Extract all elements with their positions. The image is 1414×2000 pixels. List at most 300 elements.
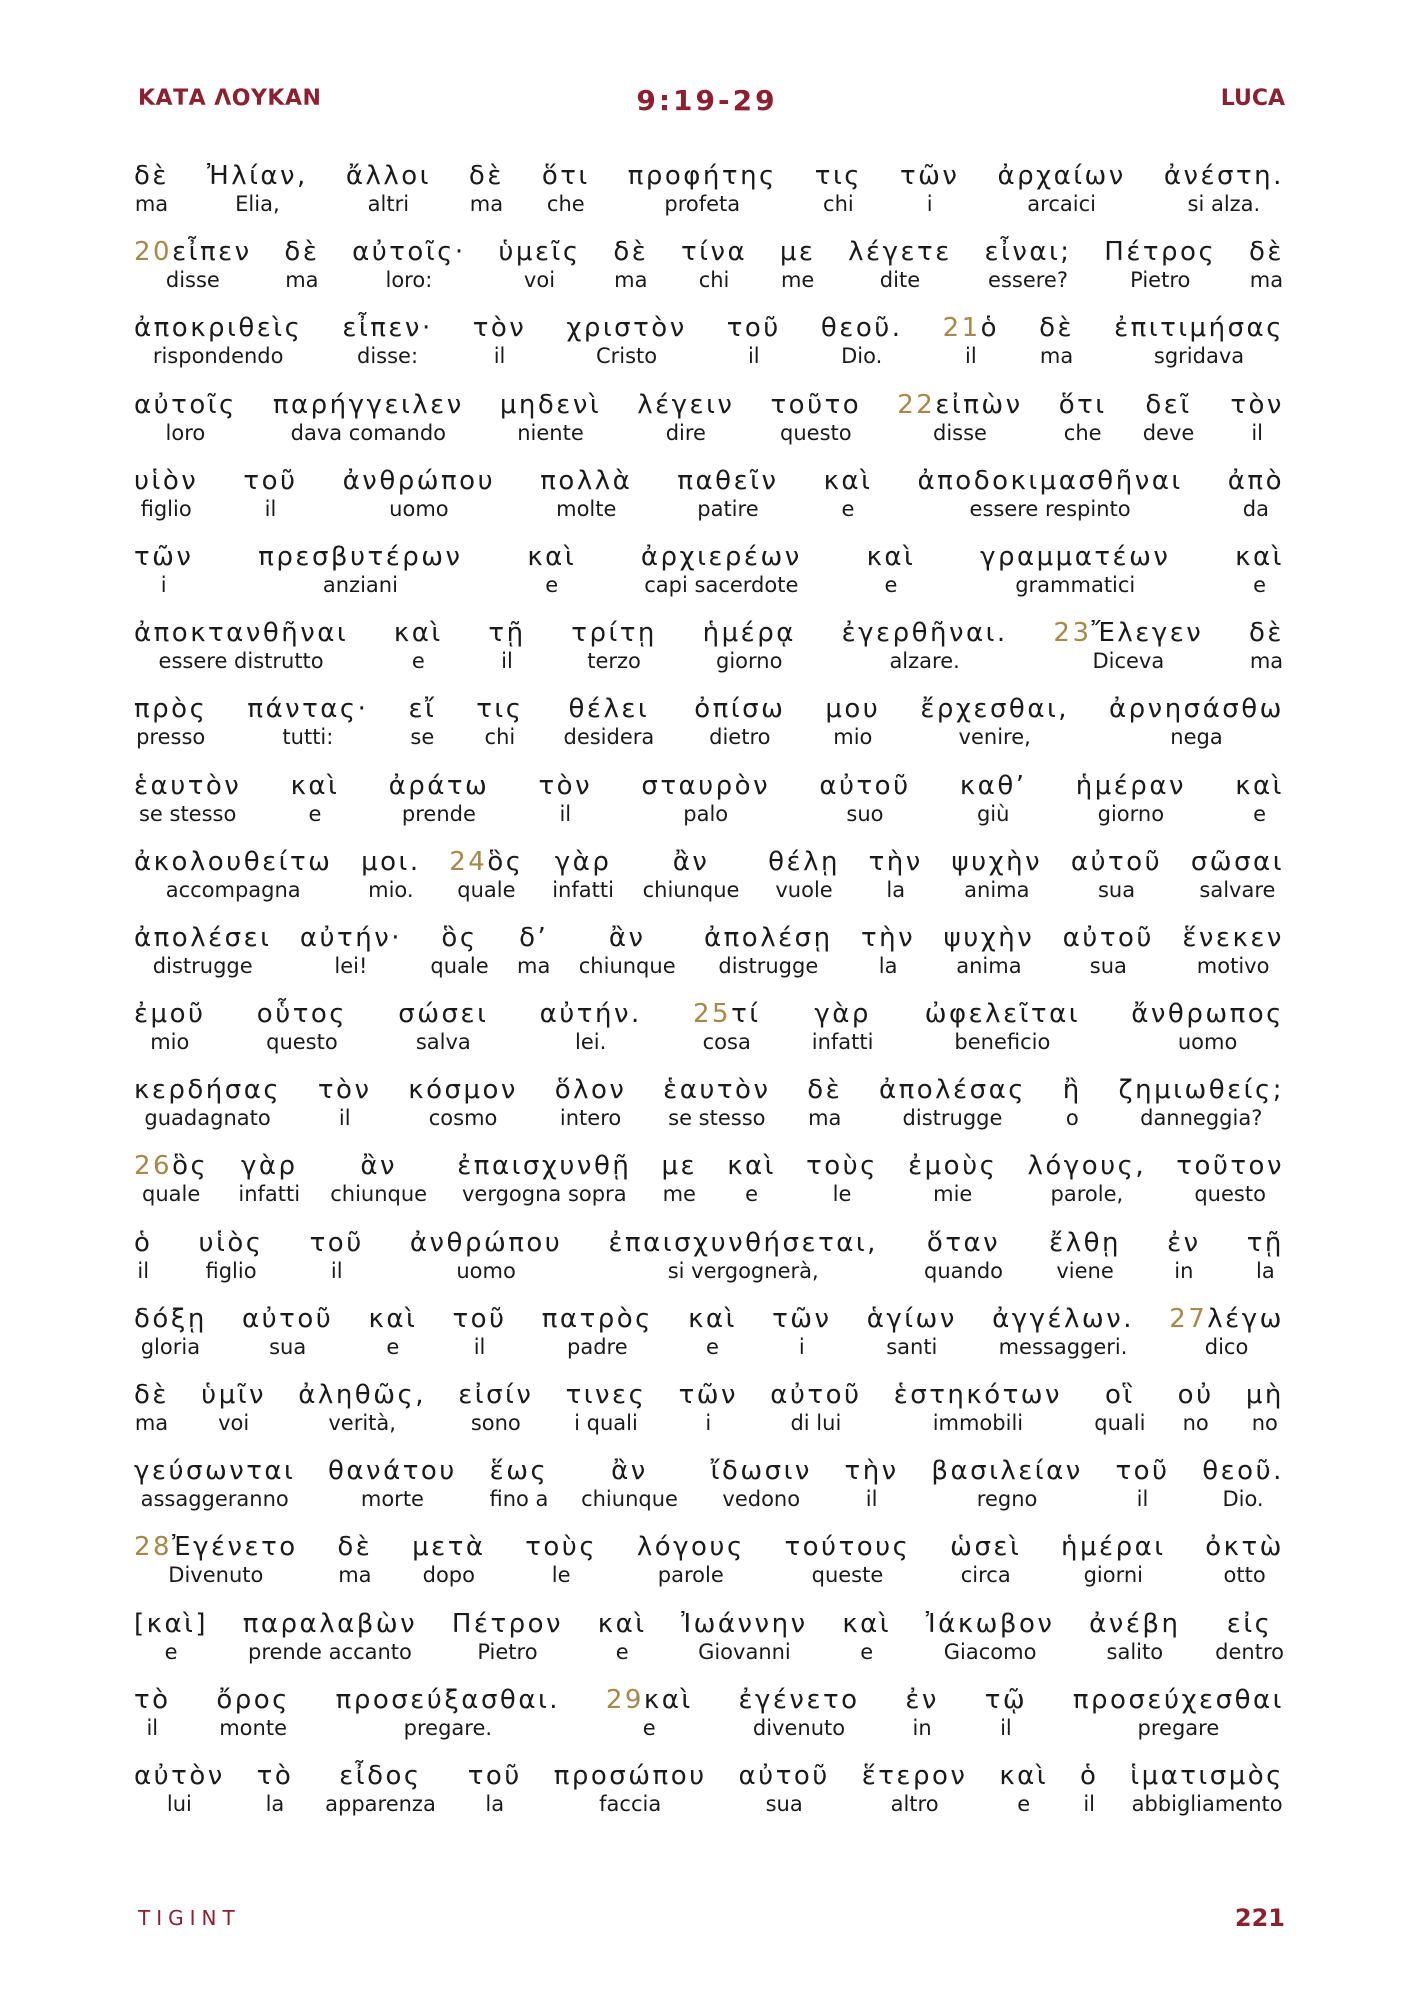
italian-gloss: nega [1170, 725, 1223, 750]
greek-text: ἐγένετο [738, 1684, 860, 1715]
greek-text: ὑμεῖς [498, 237, 581, 268]
word-pair [1191, 846, 1284, 902]
italian-gloss: ma [517, 953, 551, 978]
greek-word [291, 770, 340, 802]
greek-text: καὶ [866, 541, 916, 572]
word-pair [999, 1760, 1048, 1816]
word-pair [862, 1760, 968, 1816]
word-pair [134, 312, 302, 368]
greek-word [542, 1303, 653, 1335]
greek-text: πρὸς [134, 694, 208, 725]
word-pair [566, 312, 686, 368]
greek-text: ἐπαισχυνθῇ [457, 1151, 632, 1182]
greek-text: τῶν [900, 161, 960, 191]
italian-gloss: questo [1194, 1182, 1266, 1207]
interlinear-text [134, 160, 1284, 1836]
greek-word [628, 160, 777, 192]
greek-text: τῇ [488, 618, 526, 649]
italian-gloss: vedono [722, 1487, 801, 1512]
greek-text: παραλαβὼν [242, 1608, 418, 1639]
greek-word [369, 1303, 418, 1335]
italian-gloss: regno [976, 1487, 1038, 1512]
word-pair [343, 465, 495, 521]
italian-gloss: grammatici [1015, 572, 1136, 597]
greek-word [134, 770, 241, 802]
greek-text: τὴν [868, 846, 923, 877]
greek-text: τοῦ [309, 1227, 364, 1258]
greek-text: εἶπεν· [342, 313, 433, 344]
greek-text: αὐτοῖς [134, 389, 237, 420]
italian-gloss: e [745, 1182, 759, 1207]
greek-word [861, 922, 915, 954]
greek-text: δὲ [1248, 237, 1284, 268]
italian-gloss: chiunque [581, 1487, 678, 1512]
greek-word [679, 1379, 738, 1411]
italian-gloss: me [780, 268, 815, 293]
word-pair [821, 312, 903, 368]
word-pair [330, 1150, 427, 1206]
word-pair [517, 922, 550, 978]
word-pair [458, 1379, 533, 1435]
word-pair [134, 1303, 207, 1359]
italian-gloss: distrugge [718, 953, 819, 978]
word-pair [563, 693, 654, 749]
italian-gloss: capi sacerdote [644, 572, 799, 597]
greek-text: τῷ [984, 1684, 1028, 1715]
verse-number: 21 [942, 313, 981, 344]
word-pair [806, 1150, 878, 1206]
word-pair [1114, 312, 1284, 368]
italian-gloss: ma [285, 268, 319, 293]
word-pair [606, 1684, 693, 1740]
word-pair [1235, 770, 1284, 826]
greek-word [960, 770, 1027, 802]
word-pair [1109, 693, 1284, 749]
greek-text: ἑαυτὸν [134, 770, 242, 801]
italian-gloss: la [1255, 1258, 1275, 1283]
verse-number: 29 [605, 1684, 644, 1715]
greek-text: τίνα [681, 237, 748, 268]
italian-gloss: chiunque [642, 877, 740, 902]
word-pair [985, 1684, 1027, 1740]
greek-text: γραμματέων [980, 541, 1171, 572]
greek-word [1053, 617, 1203, 649]
greek-text: τὴν [861, 922, 916, 953]
italian-gloss: giorno [1097, 801, 1165, 826]
greek-text: ἁγίων [866, 1303, 957, 1334]
verse-number: 28 [134, 1532, 173, 1563]
word-pair [1230, 389, 1284, 445]
italian-gloss: il [1136, 1487, 1149, 1512]
word-pair [926, 1608, 1055, 1664]
greek-word [134, 160, 169, 192]
word-pair [457, 1150, 631, 1206]
greek-text: θέλει [568, 694, 650, 725]
greek-text: ἐμοῦ [134, 999, 206, 1030]
greek-text: κερδήσας [134, 1075, 282, 1106]
word-pair [325, 1760, 436, 1816]
italian-gloss: prende accanto [248, 1639, 412, 1664]
word-pair [1028, 1150, 1147, 1206]
greek-text: θεοῦ. [820, 313, 903, 344]
greek-word [352, 236, 466, 268]
italian-gloss: uomo [389, 496, 449, 521]
word-pair [398, 998, 488, 1054]
greek-word [408, 1074, 518, 1106]
greek-word [134, 312, 302, 344]
interlinear-row [134, 1379, 1284, 1455]
word-pair [134, 1684, 171, 1740]
greek-text: γεύσωνται [134, 1456, 296, 1487]
word-pair [539, 770, 593, 826]
word-pair [542, 1303, 653, 1359]
greek-word [488, 617, 525, 649]
greek-text: δεῖ [1145, 389, 1192, 420]
italian-gloss: giorno [716, 649, 783, 674]
greek-word [894, 1379, 1062, 1411]
italian-gloss: e [642, 1715, 656, 1740]
greek-text: δὲ [134, 1380, 169, 1410]
word-pair [134, 1760, 225, 1816]
word-pair [258, 541, 462, 597]
greek-word [661, 1150, 697, 1182]
italian-gloss: terzo [587, 649, 641, 674]
greek-word [1076, 770, 1186, 802]
word-pair [1176, 1150, 1284, 1206]
greek-text: θεοῦ. [1202, 1456, 1284, 1487]
italian-gloss: mio [833, 725, 873, 750]
italian-gloss: monte [219, 1715, 287, 1740]
greek-text: ἐν [905, 1684, 939, 1715]
italian-gloss: ma [469, 192, 504, 216]
italian-gloss: sono [470, 1411, 521, 1435]
greek-text: ἔλθῃ [1049, 1227, 1121, 1258]
italian-gloss: figlio [205, 1258, 257, 1283]
word-pair [807, 1074, 842, 1130]
italian-gloss: disse [932, 420, 987, 445]
greek-text: μου [825, 694, 881, 725]
greek-word [555, 846, 612, 878]
greek-word [398, 998, 488, 1030]
italian-gloss: e [860, 1639, 874, 1664]
greek-text: ὑμῖν [201, 1380, 267, 1410]
page-number: 221 [1234, 1904, 1285, 1932]
word-pair [770, 1379, 861, 1435]
word-pair [1118, 1074, 1284, 1130]
word-pair [897, 389, 1022, 445]
word-pair [944, 922, 1035, 978]
interlinear-row [134, 1227, 1284, 1303]
greek-word [201, 1379, 266, 1411]
italian-gloss: voi [523, 268, 556, 293]
greek-text: λέγω [1207, 1303, 1284, 1334]
greek-text: μὴ [1245, 1380, 1284, 1410]
greek-word [394, 617, 443, 649]
word-pair [784, 1531, 910, 1587]
greek-word [999, 1760, 1048, 1792]
word-pair [768, 846, 840, 902]
italian-gloss: immobili [932, 1411, 1024, 1435]
word-pair [238, 1150, 300, 1206]
italian-gloss: intero [559, 1106, 622, 1131]
word-pair [527, 541, 576, 597]
greek-text: πολλὰ [540, 465, 633, 496]
italian-gloss: e [1253, 801, 1267, 826]
greek-text: ἀπὸ [1227, 465, 1284, 496]
word-pair [825, 693, 880, 749]
greek-text: ἕτερον [861, 1760, 968, 1791]
greek-word [1071, 846, 1162, 878]
word-pair [469, 160, 504, 216]
italian-gloss: la [886, 877, 906, 902]
word-pair [410, 1227, 562, 1283]
italian-gloss: me [662, 1182, 696, 1207]
greek-text: κόσμον [408, 1075, 518, 1106]
greek-word [784, 1531, 910, 1563]
word-pair [257, 1760, 294, 1816]
word-pair [980, 541, 1170, 597]
greek-text: καὶ [823, 465, 873, 496]
word-pair [960, 770, 1027, 826]
italian-gloss: vuole [775, 877, 833, 902]
interlinear-row [134, 465, 1284, 541]
greek-word [566, 312, 686, 344]
greek-text: ἑστηκότων [893, 1380, 1063, 1410]
italian-gloss: Giovanni [698, 1639, 791, 1664]
italian-gloss: altro [890, 1791, 939, 1816]
greek-text: εἶναι; [984, 237, 1072, 268]
greek-text: τοῦ [452, 1303, 507, 1334]
greek-text: λόγους [636, 1532, 745, 1563]
greek-word [1073, 1684, 1284, 1716]
greek-text: δὲ [1039, 313, 1075, 344]
greek-word [677, 465, 778, 497]
italian-gloss: faccia [599, 1791, 662, 1816]
italian-gloss: questo [266, 1030, 338, 1055]
interlinear-row [134, 922, 1284, 998]
greek-word [1049, 1227, 1121, 1259]
greek-text: παρήγγειλεν [272, 389, 464, 420]
greek-text: γὰρ [554, 846, 612, 877]
greek-word [927, 1227, 1000, 1259]
italian-gloss: ma [1249, 649, 1284, 674]
greek-text: ψυχὴν [943, 922, 1035, 953]
word-pair [500, 389, 601, 445]
greek-word [134, 1379, 169, 1411]
word-pair [257, 998, 347, 1054]
italian-gloss: essere distrutto [158, 649, 324, 674]
greek-text: λόγους, [1027, 1151, 1147, 1182]
greek-word [980, 541, 1170, 573]
greek-word [134, 465, 198, 497]
greek-text: ἂν [611, 1456, 648, 1487]
greek-text: δὲ [1249, 618, 1284, 649]
greek-text: λέγετε [848, 237, 952, 268]
greek-word [318, 1074, 372, 1106]
greek-word [1235, 541, 1284, 573]
italian-gloss: dietro [709, 725, 771, 750]
interlinear-row [134, 1455, 1284, 1531]
greek-word [134, 693, 207, 725]
word-pair [842, 617, 1008, 673]
italian-gloss: la [485, 1791, 505, 1816]
italian-gloss: chiunque [578, 953, 676, 978]
greek-text: αὐτὸν [134, 1760, 225, 1791]
word-pair [727, 1150, 776, 1206]
running-head-book: ΚΑΤΑ ΛΟΥΚΑΝ [138, 86, 322, 111]
italian-gloss: i [798, 1334, 805, 1359]
greek-word [1235, 770, 1284, 802]
italian-gloss: dico [1204, 1334, 1249, 1359]
verse-number: 27 [1169, 1303, 1208, 1334]
greek-word [1080, 1760, 1098, 1792]
greek-text: ἀποδοκιμασθῆναι [917, 465, 1183, 496]
greek-text: καθ’ [959, 770, 1027, 801]
italian-gloss: niente [517, 420, 584, 445]
greek-text: τῶν [772, 1303, 832, 1334]
italian-gloss: lui [166, 1791, 192, 1816]
greek-word [498, 236, 580, 268]
italian-gloss: le [551, 1563, 571, 1588]
italian-gloss: e [411, 649, 425, 674]
greek-text: πατρὸς [541, 1303, 653, 1334]
interlinear-row [134, 1303, 1284, 1379]
greek-word [134, 1760, 225, 1792]
italian-gloss: disse [165, 268, 220, 293]
word-pair [608, 1227, 877, 1283]
italian-gloss: Divenuto [168, 1563, 264, 1588]
greek-text: ἀποκτανθῆναι [134, 618, 349, 649]
word-pair [1094, 1379, 1145, 1435]
word-pair [134, 1074, 281, 1130]
word-pair [243, 1608, 417, 1664]
italian-gloss: morte [360, 1487, 424, 1512]
word-pair [134, 922, 271, 978]
italian-gloss: il [330, 1258, 343, 1283]
greek-word [814, 998, 871, 1030]
italian-gloss: il [501, 649, 513, 674]
greek-word [637, 1531, 745, 1563]
greek-word [848, 236, 952, 268]
greek-word [134, 1531, 298, 1563]
italian-gloss: abbigliamento [1131, 1791, 1283, 1816]
italian-gloss: quale [430, 953, 489, 978]
greek-text: σῶσαι [1190, 846, 1284, 877]
greek-text: ὅτι [541, 161, 590, 191]
greek-word [519, 922, 548, 954]
word-pair [468, 1760, 522, 1816]
word-pair [1131, 998, 1284, 1054]
greek-text: ἕως [489, 1456, 549, 1487]
greek-text: βασιλείαν [931, 1456, 1083, 1487]
greek-word [134, 1227, 152, 1259]
word-pair [318, 1074, 372, 1130]
greek-text: εἰς [1226, 1608, 1273, 1639]
italian-gloss: verità, [328, 1411, 396, 1435]
greek-word [806, 1150, 878, 1182]
interlinear-row [134, 541, 1284, 617]
italian-gloss: e [615, 1639, 629, 1664]
greek-text: ἀκολουθείτω [134, 846, 333, 877]
greek-word [609, 922, 646, 954]
italian-gloss: sua [765, 1791, 803, 1816]
greek-word [606, 1684, 693, 1716]
greek-word [704, 922, 833, 954]
interlinear-row [134, 770, 1284, 846]
italian-gloss: disse: [357, 344, 419, 369]
greek-word [134, 617, 348, 649]
italian-gloss: salito [1106, 1639, 1164, 1664]
italian-gloss: il [1251, 420, 1263, 445]
italian-gloss: il [1083, 1791, 1096, 1816]
greek-word [134, 1303, 207, 1335]
greek-text: ἀγγέλων. [992, 1303, 1134, 1334]
italian-gloss: giorni [1083, 1563, 1143, 1588]
greek-text: αὐτοῦ [1070, 846, 1163, 877]
word-pair [727, 312, 781, 368]
italian-gloss: il [264, 496, 277, 521]
italian-gloss: ma [134, 192, 169, 216]
greek-text: ὅταν [926, 1227, 1001, 1258]
greek-word [273, 389, 464, 421]
interlinear-row [134, 389, 1284, 465]
greek-text: καὶ [290, 770, 340, 801]
greek-text: ἀπολέσει [134, 922, 272, 953]
greek-word [950, 1531, 1021, 1563]
greek-word [134, 236, 252, 268]
greek-text: ἱματισμὸς [1130, 1760, 1284, 1791]
greek-word [842, 1608, 891, 1640]
word-pair [361, 846, 421, 902]
greek-word [925, 998, 1080, 1030]
greek-text: δὲ [613, 237, 649, 268]
italian-gloss: o [1065, 1106, 1079, 1131]
word-pair [628, 160, 777, 216]
greek-text: Ἐγένετο [172, 1532, 298, 1563]
italian-gloss: altri [367, 192, 410, 216]
greek-word [554, 1760, 707, 1792]
greek-text: τοῦτο [770, 389, 862, 420]
italian-gloss: e [1017, 1791, 1031, 1816]
greek-text: μηδενὶ [499, 389, 602, 420]
italian-gloss: figlio [140, 496, 192, 521]
word-pair [613, 236, 648, 292]
greek-text: τὸν [317, 1075, 372, 1106]
greek-text: δόξῃ [134, 1303, 207, 1334]
greek-text: δ’ [519, 922, 549, 953]
greek-text: αὐτοῦ [738, 1760, 830, 1791]
greek-word [1130, 1760, 1284, 1792]
greek-word [300, 922, 402, 954]
verse-number: 24 [449, 846, 488, 877]
word-pair [681, 1608, 807, 1664]
greek-text: τῶν [678, 1380, 739, 1410]
greek-text: ὃς [441, 922, 478, 953]
greek-text: αὐτοῖς· [352, 237, 466, 268]
italian-gloss: e [884, 572, 898, 597]
word-pair [925, 998, 1080, 1054]
greek-text: δὲ [468, 161, 504, 191]
word-pair [554, 1760, 707, 1816]
word-pair [134, 236, 252, 292]
greek-word [1115, 1455, 1169, 1487]
word-pair [337, 1531, 372, 1587]
word-pair [812, 998, 874, 1054]
greek-word [1169, 1303, 1284, 1335]
greek-text: ὃς [487, 846, 524, 877]
italian-gloss: Elia, [235, 192, 280, 216]
greek-word [449, 846, 523, 878]
